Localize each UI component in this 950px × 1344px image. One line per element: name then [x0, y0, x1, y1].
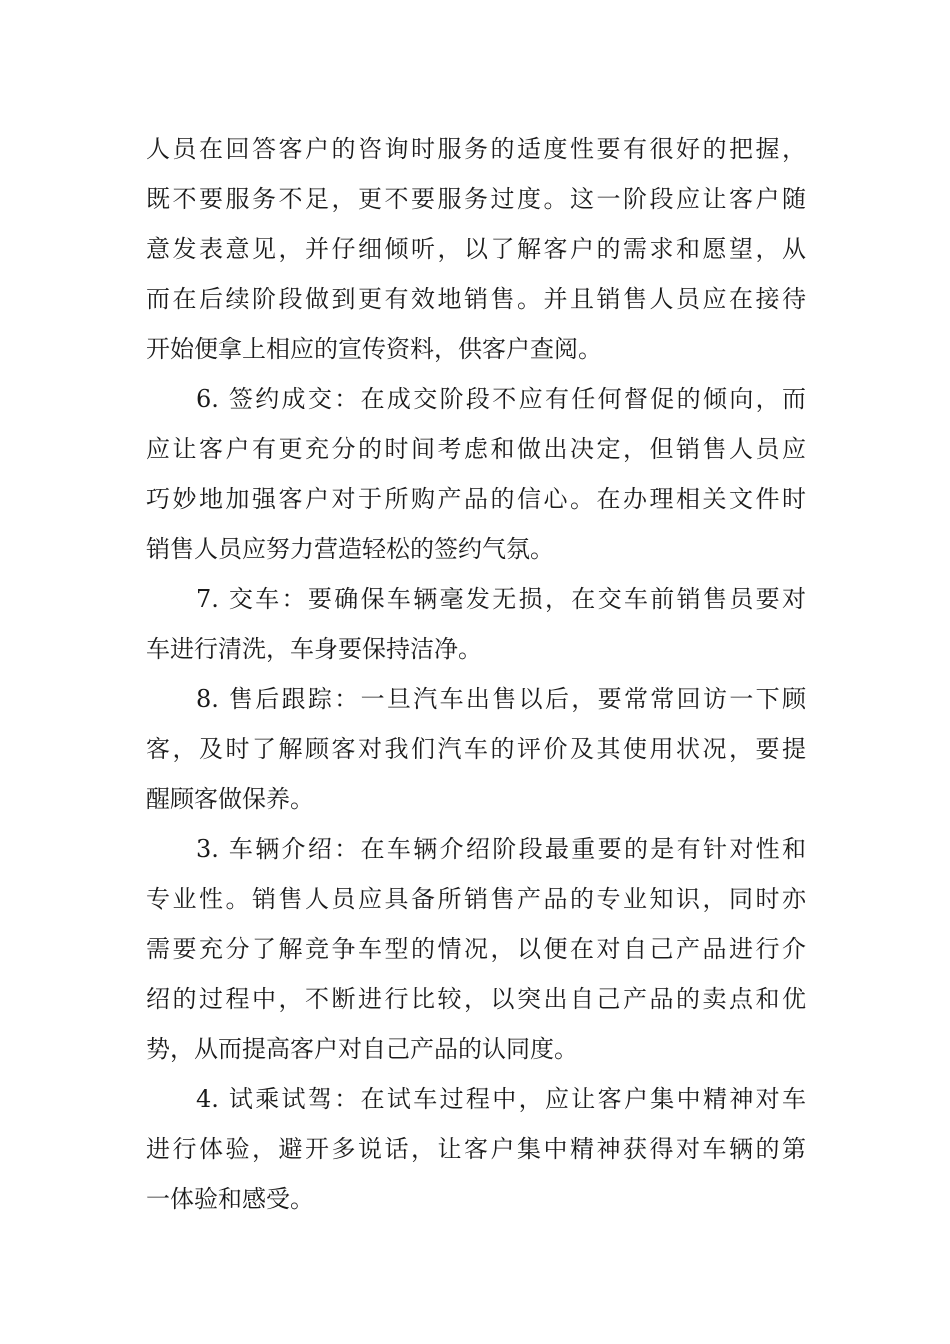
text-line: 绍的过程中，不断进行比较，以突出自己产品的卖点和优: [146, 985, 806, 1013]
paragraph-6-signing: [146, 374, 806, 574]
document-body: [146, 124, 806, 1224]
text-line: 车进行清洗，车身要保持洁净。: [146, 635, 482, 663]
paragraph-4-test-drive: [146, 1074, 806, 1224]
paragraph-intro-continued: [146, 124, 806, 374]
text-line: 应让客户有更充分的时间考虑和做出决定，但销售人员应: [146, 435, 806, 463]
text-line: 6. 签约成交：在成交阶段不应有任何督促的倾向，而: [196, 385, 806, 413]
text-line: 人员在回答客户的咨询时服务的适度性要有很好的把握，: [146, 135, 806, 163]
text-line: 客，及时了解顾客对我们汽车的评价及其使用状况，要提: [146, 735, 806, 763]
text-line: 势，从而提高客户对自己产品的认同度。: [146, 1035, 578, 1063]
text-line: 一体验和感受。: [146, 1185, 314, 1213]
text-line: 意发表意见，并仔细倾听，以了解客户的需求和愿望，从: [146, 235, 806, 263]
text-line: 7. 交车：要确保车辆毫发无损，在交车前销售员要对: [196, 585, 806, 613]
paragraph-3-vehicle-intro: [146, 824, 806, 1074]
paragraph-8-after-sales: [146, 674, 806, 824]
text-line: 巧妙地加强客户对于所购产品的信心。在办理相关文件时: [146, 485, 806, 513]
text-line: 专业性。销售人员应具备所销售产品的专业知识，同时亦: [146, 885, 806, 913]
text-line: 既不要服务不足，更不要服务过度。这一阶段应让客户随: [146, 185, 806, 213]
text-line: 醒顾客做保养。: [146, 785, 314, 813]
text-line: 需要充分了解竞争车型的情况，以便在对自己产品进行介: [146, 935, 806, 963]
text-line: 8. 售后跟踪：一旦汽车出售以后，要常常回访一下顾: [196, 685, 806, 713]
text-line: 开始便拿上相应的宣传资料，供客户查阅。: [146, 335, 602, 363]
text-line: 4. 试乘试驾：在试车过程中，应让客户集中精神对车: [196, 1085, 806, 1113]
paragraph-7-delivery: [146, 574, 806, 674]
text-line: 进行体验，避开多说话，让客户集中精神获得对车辆的第: [146, 1135, 806, 1163]
text-line: 3. 车辆介绍：在车辆介绍阶段最重要的是有针对性和: [196, 835, 806, 863]
text-line: 销售人员应努力营造轻松的签约气氛。: [146, 535, 554, 563]
text-line: 而在后续阶段做到更有效地销售。并且销售人员应在接待: [146, 285, 806, 313]
